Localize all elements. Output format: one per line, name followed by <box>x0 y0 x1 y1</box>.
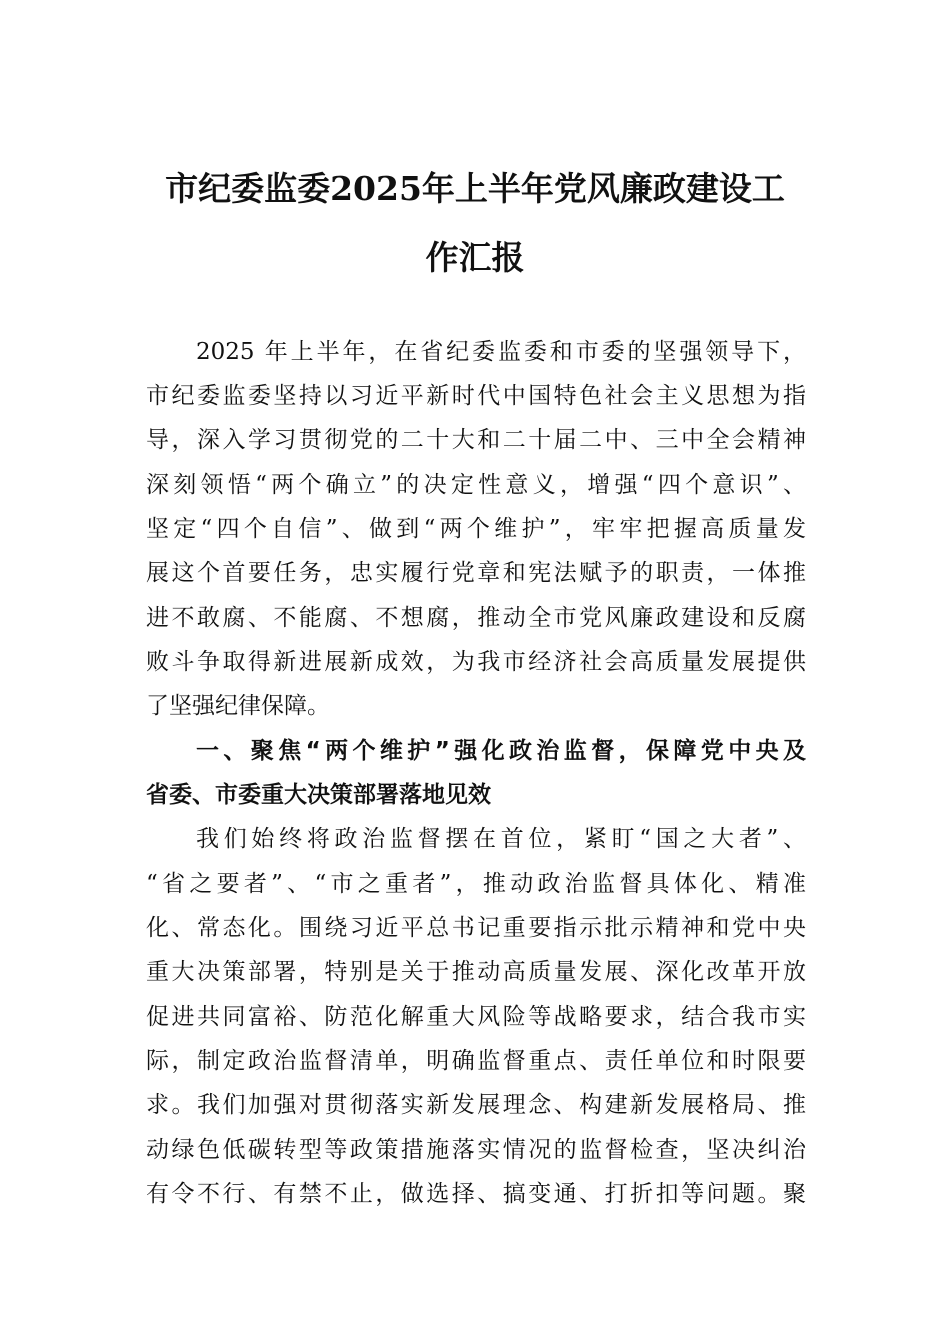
paragraph-2-line-6: 际，制定政治监督清单，明确监督重点、责任单位和时限要 <box>146 1048 806 1074</box>
paragraph-1-line-5: 坚定“四个自信”、做到“两个维护”，牢牢把握高质量发 <box>146 516 806 542</box>
paragraph-1-line-2: 市纪委监委坚持以习近平新时代中国特色社会主义思想为指 <box>146 383 806 409</box>
paragraph-2-line-5: 促进共同富裕、防范化解重大风险等战略要求，结合我市实 <box>146 1004 806 1030</box>
paragraph-2-line-3: 化、常态化。围绕习近平总书记重要指示批示精神和党中央 <box>146 915 806 941</box>
paragraph-2-line-8: 动绿色低碳转型等政策措施落实情况的监督检查，坚决纠治 <box>146 1137 806 1163</box>
paragraph-2-line-9: 有令不行、有禁不止，做选择、搞变通、打折扣等问题。聚 <box>146 1181 806 1207</box>
paragraph-1-line-6: 展这个首要任务，忠实履行党章和宪法赋予的职责，一体推 <box>146 560 806 586</box>
paragraph-2-line-1: 我们始终将政治监督摆在首位，紧盯“国之大者”、 <box>196 826 806 852</box>
section-heading-1-line-1: 一、聚焦“两个维护”强化政治监督，保障党中央及 <box>196 738 806 764</box>
paragraph-1-line-9: 了坚强纪律保障。 <box>146 693 330 719</box>
document-title-line-1: 市纪委监委2025年上半年党风廉政建设工 <box>165 169 785 208</box>
paragraph-1-line-4: 深刻领悟“两个确立”的决定性意义，增强“四个意识”、 <box>146 472 806 498</box>
paragraph-1-line-8: 败斗争取得新进展新成效，为我市经济社会高质量发展提供 <box>146 649 806 675</box>
paragraph-1-line-3: 导，深入学习贯彻党的二十大和二十届二中、三中全会精神 <box>146 427 806 453</box>
document-title-line-2: 作汇报 <box>425 238 525 277</box>
paragraph-1-line-7: 进不敢腐、不能腐、不想腐，推动全市党风廉政建设和反腐 <box>146 605 806 631</box>
paragraph-2-line-7: 求。我们加强对贯彻落实新发展理念、构建新发展格局、推 <box>146 1092 806 1118</box>
paragraph-1-line-1: 2025 年上半年，在省纪委监委和市委的坚强领导下， <box>196 339 806 365</box>
paragraph-2-line-4: 重大决策部署，特别是关于推动高质量发展、深化改革开放 <box>146 959 806 985</box>
section-heading-1-line-2: 省委、市委重大决策部署落地见效 <box>146 782 491 808</box>
paragraph-2-line-2: “省之要者”、“市之重者”，推动政治监督具体化、精准 <box>146 871 806 897</box>
